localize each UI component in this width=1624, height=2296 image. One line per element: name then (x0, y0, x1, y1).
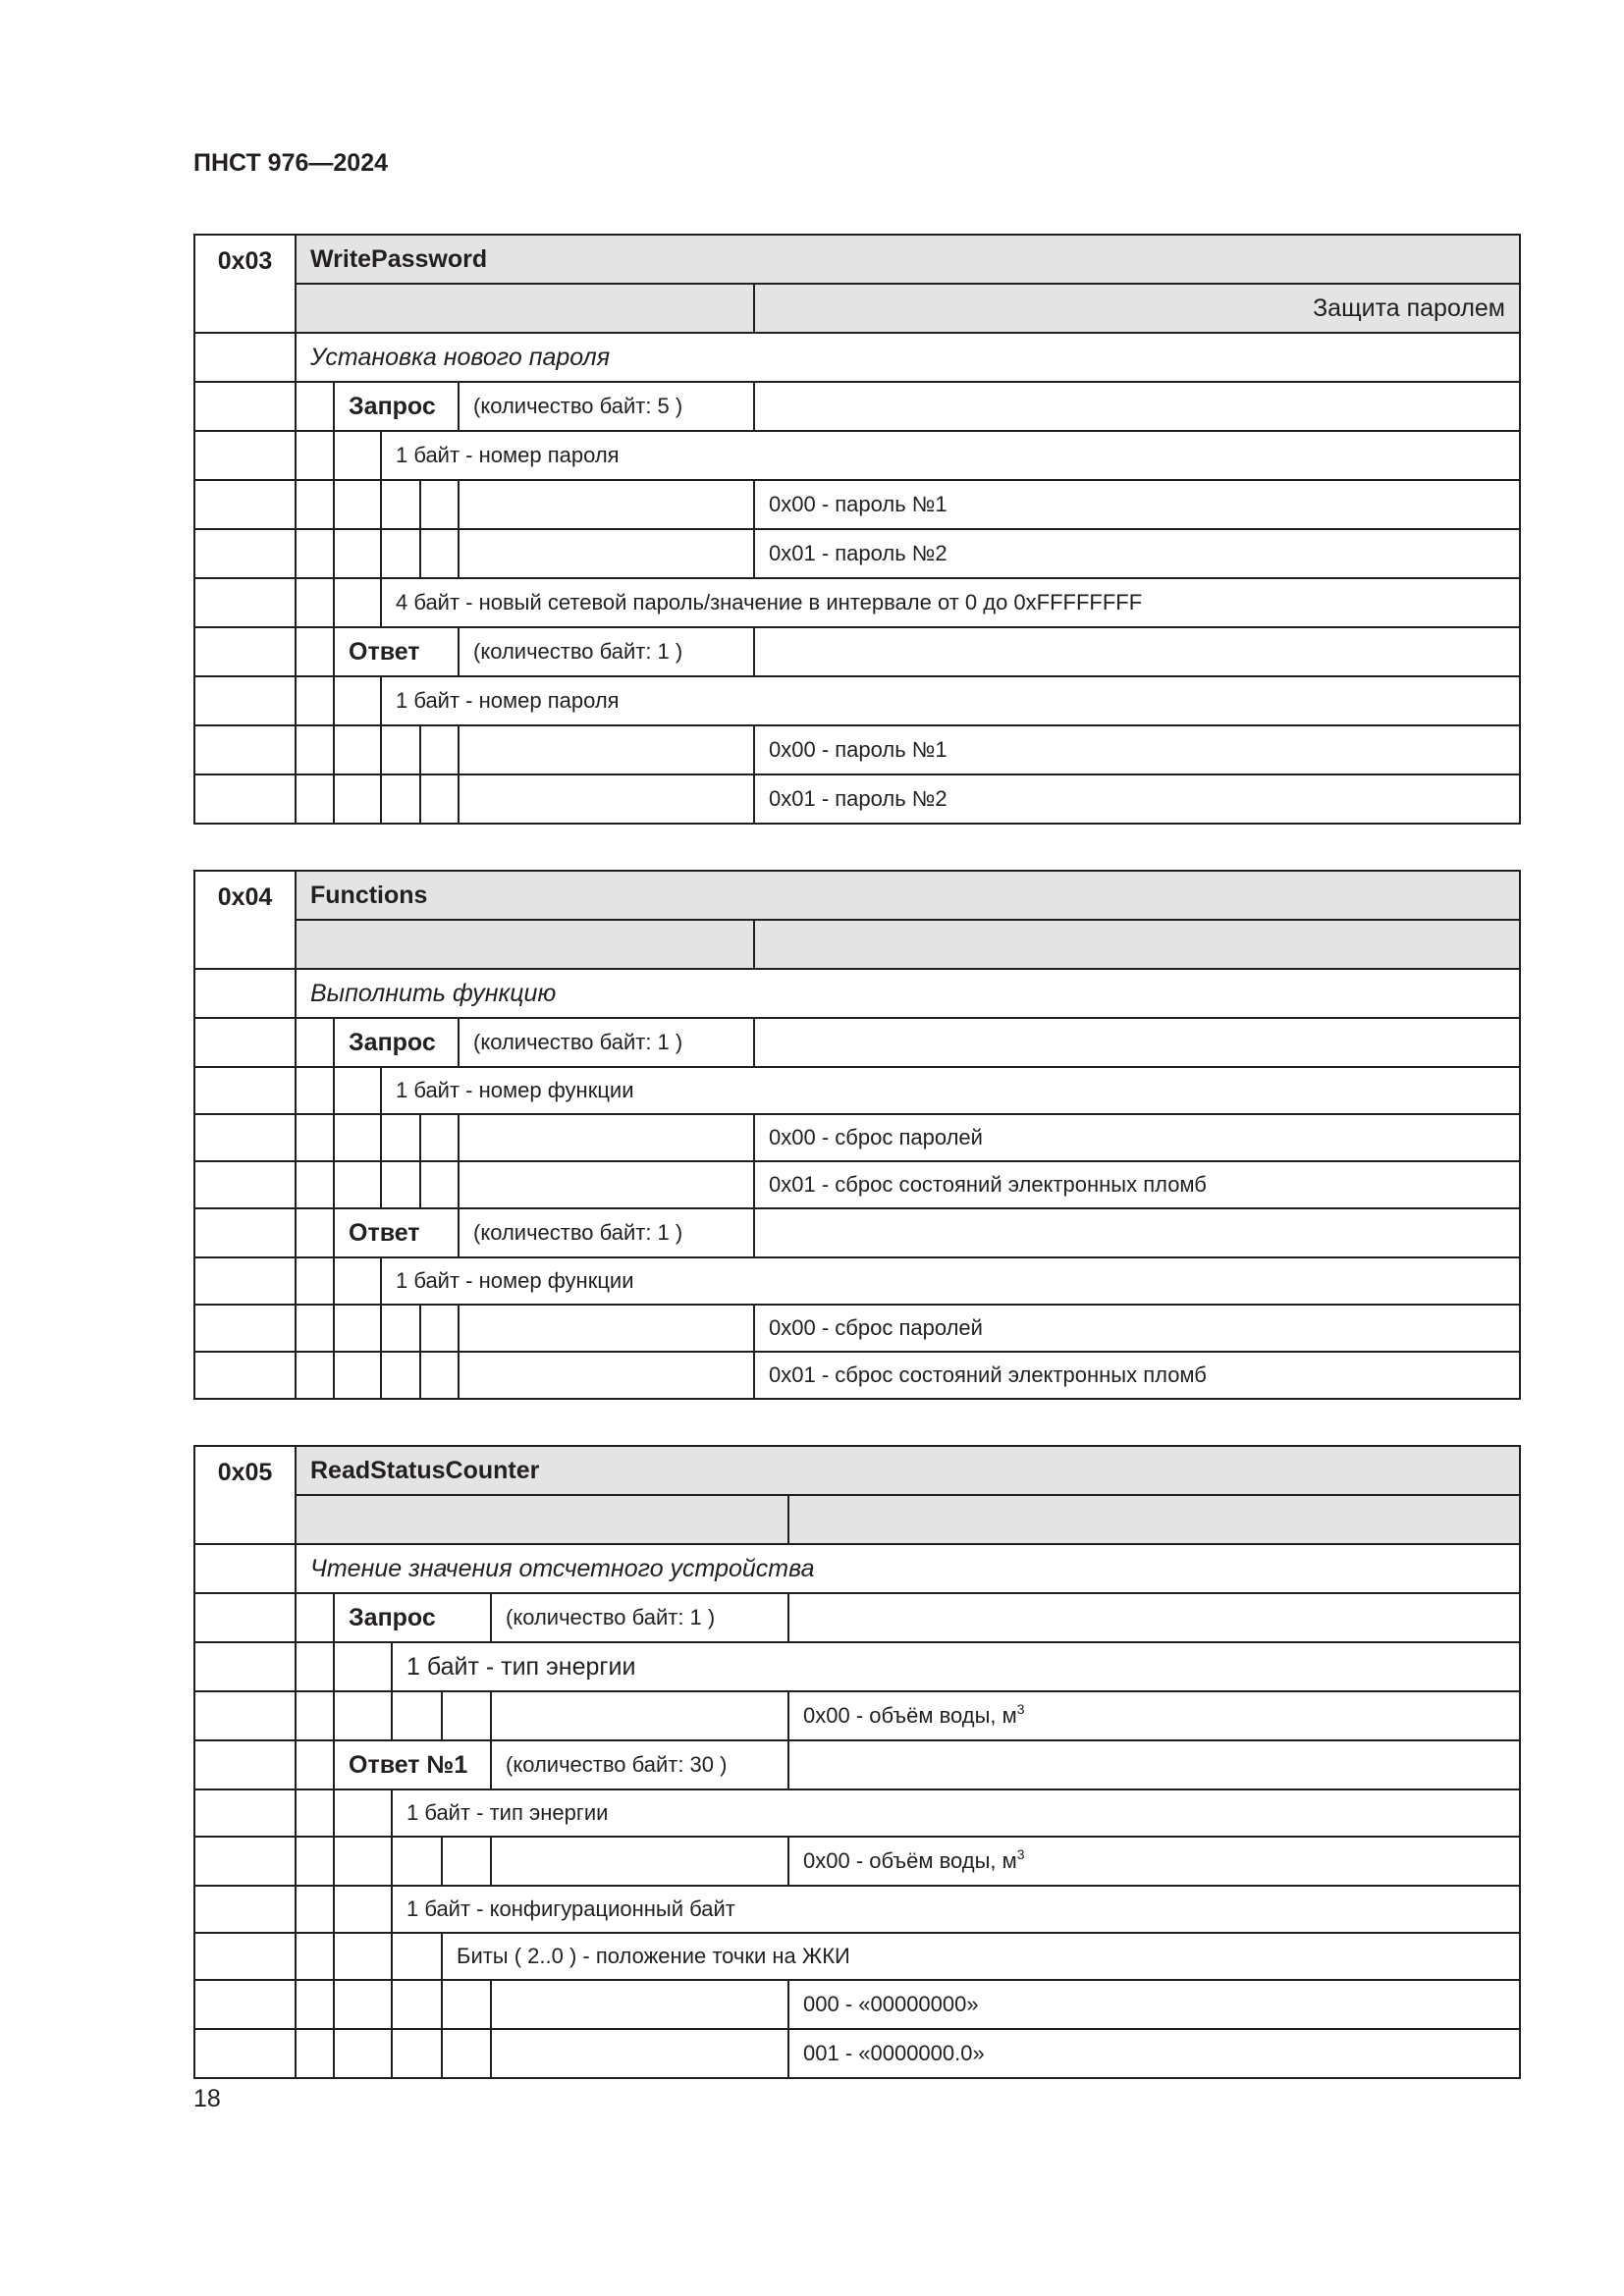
response-label: Ответ №1 (334, 1740, 491, 1789)
access-level: Защита паролем (754, 284, 1520, 333)
header-empty-cell (296, 1495, 788, 1544)
request-byte-count: (количество байт: 1 ) (491, 1593, 788, 1642)
header-empty-cell (754, 920, 1520, 969)
request-label: Запрос (334, 1018, 459, 1067)
page-number: 18 (193, 2085, 221, 2112)
header-empty-cell (788, 1495, 1520, 1544)
command-name: Functions (296, 871, 1520, 920)
command-description: Выполнить функцию (296, 969, 1520, 1018)
response-field: 1 байт - конфигурационный байт (392, 1886, 1520, 1933)
field-value: 0x01 - пароль №2 (754, 774, 1520, 824)
bit-field: Биты ( 2..0 ) - положение точки на ЖКИ (442, 1933, 1520, 1980)
command-table-0x03 (193, 234, 1521, 825)
response-label: Ответ (334, 627, 459, 676)
request-label: Запрос (334, 1593, 491, 1642)
request-byte-count: (количество байт: 5 ) (459, 382, 754, 431)
response-byte-count: (количество байт: 1 ) (459, 627, 754, 676)
field-value: 0x01 - пароль №2 (754, 529, 1520, 578)
field-value: 000 - «00000000» (788, 1980, 1520, 2029)
command-name: WritePassword (296, 235, 1520, 284)
unit-superscript: 3 (1016, 1846, 1025, 1862)
response-byte-count: (количество байт: 30 ) (491, 1740, 788, 1789)
command-code: 0x05 (194, 1446, 296, 1544)
command-code: 0x04 (194, 871, 296, 969)
value-text: 0x00 - объём воды, м (803, 1703, 1017, 1728)
request-field: 4 байт - новый сетевой пароль/значение в интервале от 0 до 0xFFFFFFFF (381, 578, 1520, 627)
response-field: 1 байт - тип энергии (392, 1789, 1520, 1837)
command-name: ReadStatusCounter (296, 1446, 1520, 1495)
field-value: 0x01 - сброс состояний электронных пломб (754, 1161, 1520, 1208)
command-table-0x04 (193, 870, 1521, 1400)
field-value: 0x00 - сброс паролей (754, 1114, 1520, 1161)
response-byte-count: (количество байт: 1 ) (459, 1208, 754, 1257)
field-value: 001 - «0000000.0» (788, 2029, 1520, 2078)
value-text: 0x00 - объём воды, м (803, 1848, 1017, 1873)
command-code: 0x03 (194, 235, 296, 333)
command-description: Чтение значения отсчетного устройства (296, 1544, 1520, 1593)
request-byte-count: (количество байт: 1 ) (459, 1018, 754, 1067)
document-header: ПНСТ 976—2024 (193, 149, 388, 177)
field-value: 0x00 - пароль №1 (754, 725, 1520, 774)
request-field: 1 байт - номер функции (381, 1067, 1520, 1114)
header-empty-cell (296, 284, 754, 333)
response-field: 1 байт - номер функции (381, 1257, 1520, 1305)
request-field: 1 байт - номер пароля (381, 431, 1520, 480)
field-value (788, 1837, 1520, 1886)
response-label: Ответ (334, 1208, 459, 1257)
field-value: 0x01 - сброс состояний электронных пломб (754, 1352, 1520, 1399)
request-field: 1 байт - тип энергии (392, 1642, 1520, 1691)
unit-superscript: 3 (1016, 1701, 1025, 1717)
command-table-0x05 (193, 1445, 1521, 2079)
response-field: 1 байт - номер пароля (381, 676, 1520, 725)
field-value: 0x00 - пароль №1 (754, 480, 1520, 529)
header-empty-cell (296, 920, 754, 969)
field-value: 0x00 - сброс паролей (754, 1305, 1520, 1352)
field-value (788, 1691, 1520, 1740)
request-label: Запрос (334, 382, 459, 431)
command-description: Установка нового пароля (296, 333, 1520, 382)
